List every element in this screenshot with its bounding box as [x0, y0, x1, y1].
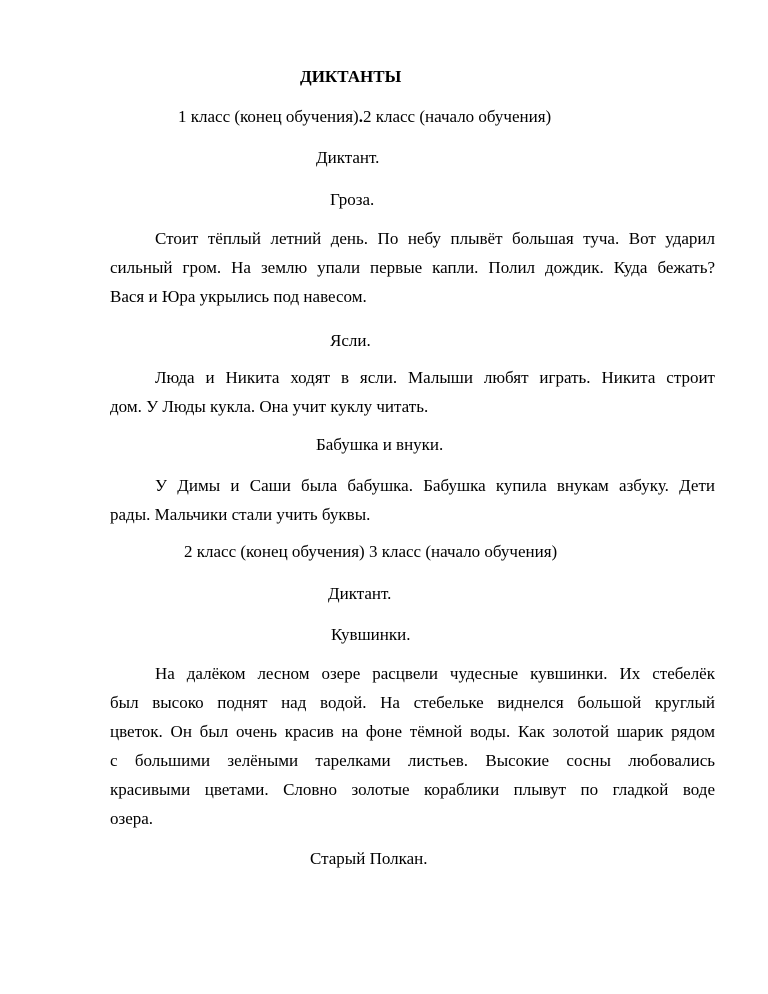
story-heading-kuvshinki: Кувшинки.	[331, 625, 411, 644]
paragraph-line: Стоит тёплый летний день. По небу плывёт большая туча. Вот ударил	[155, 229, 715, 248]
paragraph-line: Вася и Юра укрылись под навесом.	[110, 287, 367, 306]
grade-subtitle-1-part2: 2 класс (начало обучения)	[362, 107, 552, 126]
paragraph-line: Люда и Никита ходят в ясли. Малыши любят играть. Никита строит	[155, 368, 715, 387]
story-paragraph-yasli	[110, 363, 715, 421]
paragraph-line: У Димы и Саши была бабушка. Бабушка купила внукам азбуку. Дети	[155, 476, 715, 495]
paragraph-line: с большими зелёными тарелками листьев. Высокие сосны любовались	[110, 751, 715, 770]
story-heading-polkan: Старый Полкан.	[310, 849, 428, 868]
grade-subtitle-2: 2 класс (конец обучения) 3 класс (начало обучения)	[184, 542, 558, 561]
paragraph-line: красивыми цветами. Словно золотые кораблики плывут по гладкой воде	[110, 780, 715, 799]
document-title: ДИКТАНТЫ	[300, 67, 402, 86]
section-2-label: Диктант.	[328, 584, 392, 603]
grade-subtitle-1-part1: 1 класс (конец обучения)	[178, 107, 359, 126]
story-paragraph-kuvshinki	[110, 659, 715, 833]
paragraph-line: цветок. Он был очень красив на фоне тёмной воды. Как золотой шарик рядом	[110, 722, 715, 741]
grade-subtitle-1-dot: .	[358, 107, 363, 126]
grade-subtitle-1	[178, 107, 551, 127]
story-heading-groza: Гроза.	[330, 190, 375, 209]
paragraph-line: озера.	[110, 809, 154, 828]
paragraph-line: дом. У Люды кукла. Она учит куклу читать.	[110, 397, 429, 416]
paragraph-line: На далёком лесном озере расцвели чудесные кувшинки. Их стебелёк	[155, 664, 715, 683]
section-1-label: Диктант.	[316, 148, 380, 167]
paragraph-line: был высоко поднят над водой. На стебельке виднелся большой круглый	[110, 693, 715, 712]
story-paragraph-babushka	[110, 471, 715, 529]
paragraph-line: сильный гром. На землю упали первые капли. Полил дождик. Куда бежать?	[110, 258, 715, 277]
story-heading-babushka: Бабушка и внуки.	[316, 435, 444, 454]
paragraph-line: рады. Мальчики стали учить буквы.	[110, 505, 371, 524]
story-heading-yasli: Ясли.	[330, 331, 371, 350]
story-paragraph-groza	[110, 224, 715, 311]
